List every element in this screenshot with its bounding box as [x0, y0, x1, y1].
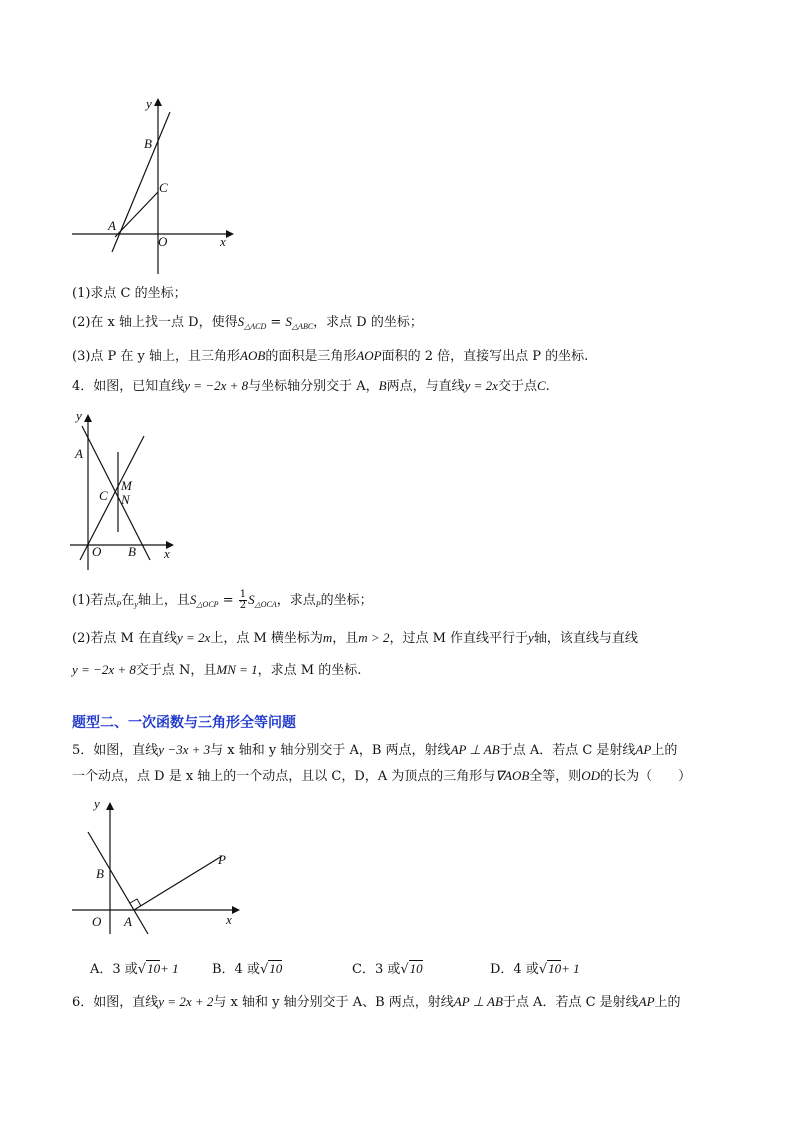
problem4-intro: 4．如图，已知直线y = −2x + 8与坐标轴分别交于 A，B两点，与直线y = 2x交于点C. [72, 378, 550, 394]
label-x: x [226, 912, 232, 927]
problem4-q2-line2: y = −2x + 8交于点 N，且MN = 1，求点 M 的坐标. [72, 662, 362, 678]
problem6-line1: 6．如图，直线y = 2x + 2与 x 轴和 y 轴分别交于 A、B 两点，射线AP ⊥ AB于点 A．若点 C 是射线AP上的 [72, 994, 681, 1010]
label-c: C [99, 488, 108, 503]
y-axis-arrow [154, 98, 162, 106]
figure-1-graph [60, 92, 240, 282]
label-a: A [75, 446, 83, 461]
label-a: A [124, 914, 132, 929]
problem5-line2: 一个动点，点 D 是 x 轴上的一个动点，且以 C，D，A 为顶点的三角形与∇AOB全等，则OD的长为（ ） [72, 768, 692, 784]
label-o: O [92, 914, 102, 929]
label-b: B [128, 544, 136, 559]
label-y: y [94, 796, 100, 811]
choice-b[interactable]: B．4 或√10 [212, 961, 283, 977]
label-p: P [218, 852, 226, 867]
x-axis-arrow [232, 906, 240, 914]
section-heading: 题型二、一次函数与三角形全等问题 [72, 715, 296, 731]
problem3-q2: (2)在 x 轴上找一点 D，使得$S_{\triangle ACD} = S_{\triangle ABC}$，求点 D 的坐标； [72, 314, 423, 331]
label-b: B [96, 866, 104, 881]
y-axis-arrow [106, 802, 114, 810]
line-2x [80, 436, 144, 560]
figure-3-graph [66, 792, 246, 942]
label-o: O [158, 234, 168, 249]
problem4-q2-line1: (2)若点 M 在直线y = 2x上，点 M 横坐标为m，且m > 2，过点 M 作直线平行于y轴，该直线与直线 [72, 630, 638, 646]
label-c: C [159, 180, 168, 195]
label-m: M [121, 478, 132, 493]
choice-d[interactable]: D．4 或√10+ 1 [490, 961, 580, 977]
line-neg2x-plus-8 [82, 426, 150, 560]
problem4-q1: (1)若点$_P$在$_y$轴上，且$S_{\triangle OCP}$ = $\frac{1}{2}$ $S_{\triangle OCA}$，求点$_P$的坐标； [72, 589, 373, 611]
figure-2-graph [66, 404, 186, 574]
choice-c[interactable]: C．3 或√10 [352, 961, 423, 977]
label-o: O [92, 544, 102, 559]
problem3-q1: (1)求点 C 的坐标； [72, 286, 187, 301]
ray-ap [134, 856, 222, 910]
label-y: y [146, 96, 152, 111]
right-angle-mark [130, 899, 141, 906]
label-y: y [76, 408, 82, 423]
label-x: x [220, 234, 226, 249]
line-ac [115, 192, 158, 237]
choice-a[interactable]: A．3 或√10+ 1 [90, 961, 179, 977]
problem5-line1: 5．如图，直线y −3x + 3与 x 轴和 y 轴分别交于 A，B 两点，射线AP ⊥ AB于点 A．若点 C 是射线AP上的 [72, 742, 678, 758]
label-b: B [144, 136, 152, 151]
problem3-q3: (3)点 P 在 y 轴上，且三角形AOB的面积是三角形AOP面积的 2 倍，直接写出点 P 的坐标. [72, 348, 589, 364]
x-axis-arrow [226, 230, 234, 238]
label-x: x [164, 546, 170, 561]
label-n: N [121, 492, 130, 507]
label-a: A [108, 218, 116, 233]
y-axis-arrow [84, 414, 92, 422]
